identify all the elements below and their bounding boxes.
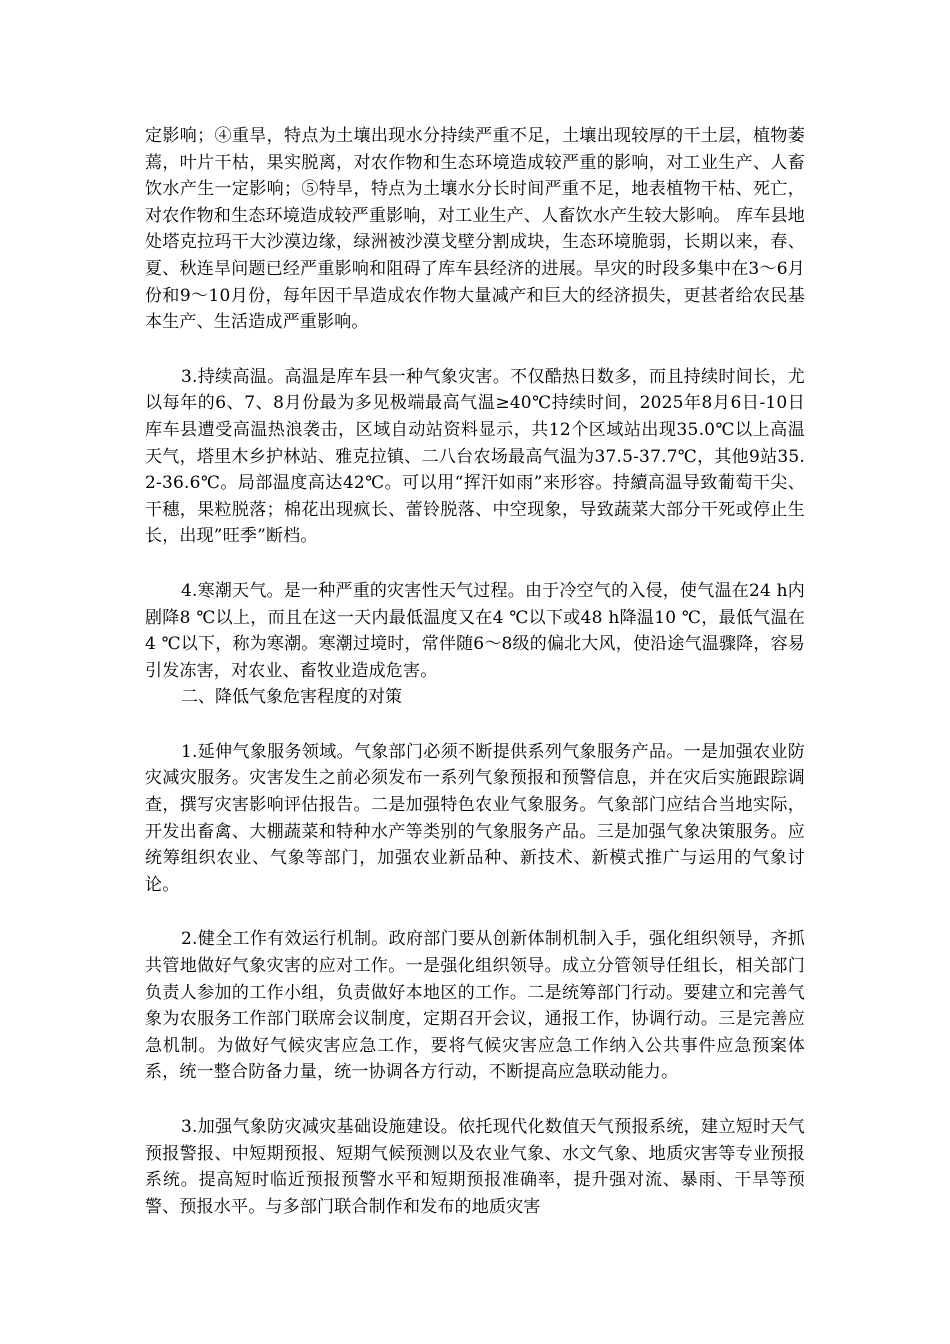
paragraph-cold-wave: 4.寒潮天气。是一种严重的灾害性天气过程。由于冷空气的入侵，使气温在24 h内剧降8 ℃以上，而且在这一天内最低温度又在4 ℃以下或48 h降温10 ℃，最低气温在4 ℃以下，称为寒潮。寒潮过境时，常伴随6～8级的偏北大风，使沿途气温骤降，容易引发冻害，对农业、畜牧业造成危害。 [145,580,805,681]
section-heading: 二、降低气象危害程度的对策 [181,687,402,708]
paragraph-measure-1: 1.延伸气象服务领域。气象部门必须不断提供系列气象服务产品。一是加强农业防灾减灾服务。灾害发生之前必须发布一系列气象预报和预警信息，并在灾后实施跟踪调查，撰写灾害影响评估报告。二是加强特色农业气象服务。气象部门应结合当地实际，开发出畜禽、大棚蔬菜和特种水产等类别的气象服务产品。三是加强气象决策服务。应统筹组织农业、气象等部门，加强农业新品种、新技术、新模式推广与运用的气象讨论。 [145,741,805,895]
paragraph-measure-2: 2.健全工作有效运行机制。政府部门要从创新体制机制入手，强化组织领导，齐抓共管地做好气象灾害的应对工作。一是强化组织领导。成立分管领导任组长，相关部门负责人参加的工作小组，负责做好本地区的工作。二是统筹部门行动。要建立和完善气象为农服务工作部门联席会议制度，定期召开会议，通报工作，协调行动。三是完善应急机制。为做好气候灾害应急工作，要将气候灾害应急工作纳入公共事件应急预案体系，统一整合防备力量，统一协调各方行动，不断提高应急联动能力。 [145,929,805,1083]
paragraph-high-temperature: 3.持续高温。高温是库车县一种气象灾害。不仅酷热日数多，而且持续时间长，尤以每年的6、7、8月份最为多见极端最高气温≥40℃持续时间，2025年8月6日-10日库车县遭受高温热浪袭击，区域自动站资料显示，共12个区域站出现35.0℃以上高温天气，塔里木乡护林站、雅克拉镇、二八台农场最高气温为37.5-37.7℃，其他9站35.2-36.6℃。局部温度高达42℃。可以用“挥汗如雨”来形容。持續高温导致葡萄干尖、干穗，果粒脱落；棉花出现疯长、蕾铃脱落、中空现象，导致蔬菜大部分干死或停止生长，出现”旺季”断档。 [145,366,805,547]
paragraph-measure-3: 3.加强气象防灾减灾基础设施建设。依托现代化数值天气预报系统，建立短时天气预报警报、中短期预报、短期气候预测以及农业气象、水文气象、地质灾害等专业预报系统。提高短时临近预报预警水平和短期预报准确率，提升强对流、暴雨、干旱等预警、预报水平。与多部门联合制作和发布的地质灾害 [145,1117,805,1217]
paragraph-drought-continuation: 定影响；④重旱，特点为土壤出现水分持续严重不足，土壤出现较厚的干土层，植物萎蔫，叶片干枯，果实脱离，对农作物和生态环境造成较严重的影响，对工业生产、人畜饮水产生一定影响；⑤特旱，特点为土壤水分长时间严重不足，地表植物干枯、死亡，对农作物和生态环境造成较严重影响，对工业生产、人畜饮水产生较大影响。 库车县地处塔克拉玛干大沙漠边缘，绿洲被沙漠戈壁分割成块，生态环境脆弱，长期以来，春、夏、秋连旱问题已经严重影响和阻碍了库车县经济的进展。旱灾的时段多集中在3～6月份和9～10月份，每年因干旱造成农作物大量减产和巨大的经济损失，更甚者给农民基本生产、生活造成严重影响。 [145,126,805,333]
document-body [145,123,805,1220]
